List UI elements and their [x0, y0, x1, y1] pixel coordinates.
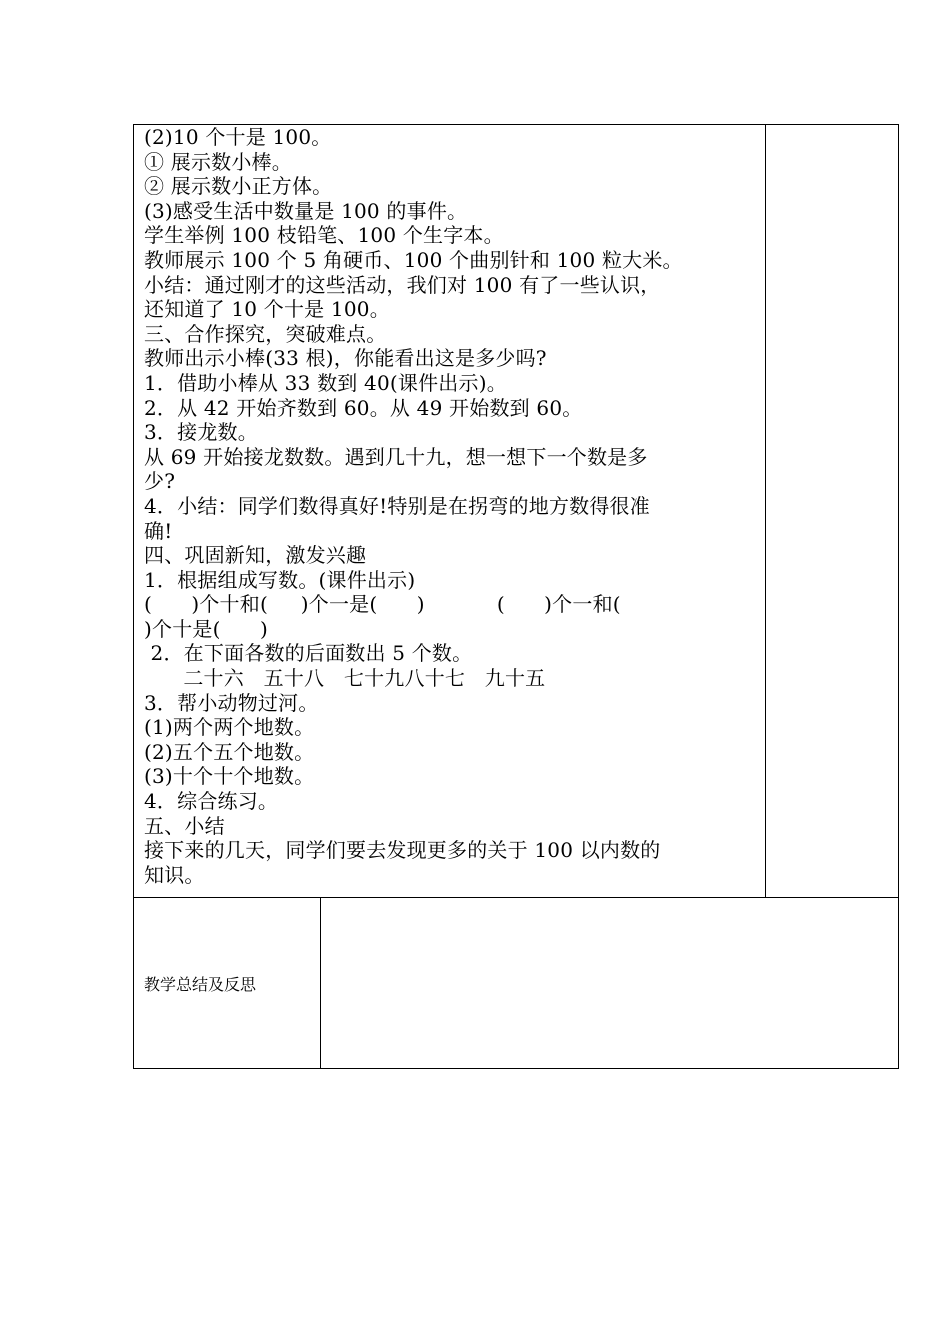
section-heading: 五、小结	[144, 813, 225, 838]
text-line: )个十是( )	[144, 616, 268, 641]
text-line: 接下来的几天，同学们要去发现更多的关于 100 以内数的	[144, 838, 661, 863]
text-line: 确!	[144, 518, 173, 543]
text-line: 学生举例 100 枝铅笔、100 个生字本。	[144, 223, 504, 248]
text-line: 知识。	[144, 862, 205, 887]
lesson-content-cell	[134, 125, 766, 897]
text-line: (3)感受生活中数量是 100 的事件。	[144, 198, 468, 223]
text-line: 二十六 五十八 七十九八十七 九十五	[144, 666, 546, 691]
text-line: 2．从 42 开始齐数到 60。从 49 开始数到 60。	[144, 395, 583, 420]
summary-label-cell	[134, 898, 321, 1068]
text-line: (1)两个两个地数。	[144, 715, 315, 740]
text-line: 教师展示 100 个 5 角硬币、100 个曲别针和 100 粒大米。	[144, 247, 683, 272]
text-line: ① 展示数小棒。	[144, 149, 292, 174]
notes-cell	[766, 125, 898, 897]
summary-row	[134, 898, 898, 1068]
text-line: 4．综合练习。	[144, 789, 279, 814]
section-heading: 三、合作探究，突破难点。	[144, 321, 387, 346]
text-line: 4．小结：同学们数得真好!特别是在拐弯的地方数得很准	[144, 493, 650, 518]
lesson-row	[134, 125, 898, 898]
text-line: 3．接龙数。	[144, 420, 258, 445]
text-line: 教师出示小棒(33 根)，你能看出这是多少吗?	[144, 346, 547, 371]
lesson-table	[133, 124, 899, 1069]
text-line: 2．在下面各数的后面数出 5 个数。	[144, 641, 473, 666]
text-line: 还知道了 10 个十是 100。	[144, 297, 390, 322]
reflection-cell	[321, 898, 898, 1068]
text-line: ② 展示数小正方体。	[144, 174, 333, 199]
text-line: 小结：通过刚才的这些活动，我们对 100 有了一些认识，	[144, 272, 661, 297]
text-line: ( )个十和( )个一是( ) ( )个一和(	[144, 592, 621, 617]
text-line: (2)五个五个地数。	[144, 739, 315, 764]
section-heading: 四、巩固新知，激发兴趣	[144, 543, 367, 568]
text-line: 1．借助小棒从 33 数到 40(课件出示)。	[144, 370, 507, 395]
text-line: (3)十个十个地数。	[144, 764, 315, 789]
text-line: (2)10 个十是 100。	[144, 125, 332, 149]
text-line: 3．帮小动物过河。	[144, 690, 319, 715]
text-line: 少?	[144, 469, 176, 494]
summary-label: 教学总结及反思	[144, 974, 257, 994]
text-line: 1．根据组成写数。(课件出示)	[144, 567, 416, 592]
text-line: 从 69 开始接龙数数。遇到几十九，想一想下一个数是多	[144, 444, 648, 469]
